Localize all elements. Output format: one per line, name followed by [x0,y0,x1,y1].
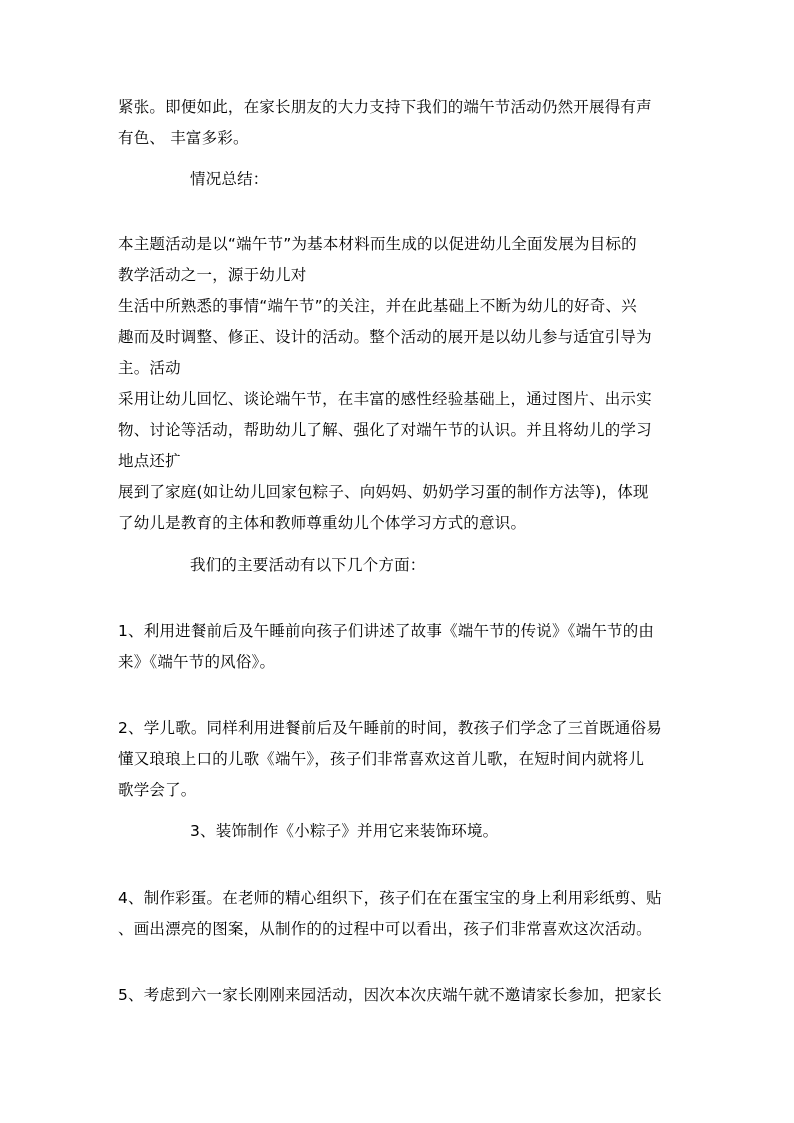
paragraph-line: 紧张。即便如此，在家长朋友的大力支持下我们的端午节活动仍然开展得有声 [118,98,652,116]
paragraph-line: 有色、 丰富多彩。 [118,129,249,147]
paragraph-line: 主。活动 [118,359,181,377]
paragraph-line: 地点还扩 [118,452,181,470]
paragraph-line: 了幼儿是教育的主体和教师尊重幼儿个体学习方式的意识。 [118,514,527,532]
list-item-line: 、画出漂亮的图案，从制作的的过程中可以看出，孩子们非常喜欢这次活动。 [118,920,652,938]
paragraph-line: 教学活动之一，源于幼儿对 [118,266,307,284]
list-item-line: 4、制作彩蛋。在老师的精心组织下，孩子们在在蛋宝宝的身上利用彩纸剪、贴 [118,889,662,907]
list-item-line: 懂又琅琅上口的儿歌《端午》，孩子们非常喜欢这首儿歌，在短时间内就将儿 [118,750,645,768]
section-heading: 我们的主要活动有以下几个方面： [190,556,426,574]
list-item-line: 1、利用进餐前后及午睡前向孩子们讲述了故事《端午节的传说》《端午节的由 [118,622,655,640]
list-item-line: 5、考虑到六一家长刚刚来园活动，因次本次庆端午就不邀请家长参加，把家长 [118,986,662,1004]
paragraph-line: 趣而及时调整、修正、设计的活动。整个活动的展开是以幼儿参与适宜引导为 [118,328,652,346]
paragraph-line: 物、讨论等活动，帮助幼儿了解、强化了对端午节的认识。并且将幼儿的学习 [118,421,652,439]
paragraph-line: 生活中所熟悉的事情“端午节”的关注，并在此基础上不断为幼儿的好奇、兴 [118,297,637,315]
paragraph-line: 采用让幼儿回忆、谈论端午节，在丰富的感性经验基础上，通过图片、出示实 [118,390,652,408]
paragraph-line: 本主题活动是以“端午节”为基本材料而生成的以促进幼儿全面发展为目标的 [118,235,637,253]
paragraph-line: 展到了家庭(如让幼儿回家包粽子、向妈妈、奶奶学习蛋的制作方法等)，体现 [118,483,649,501]
list-item-line: 歌学会了。 [118,781,197,799]
section-heading: 情况总结： [190,170,269,188]
list-item-line: 3、装饰制作《小粽子》并用它来装饰环境。 [190,822,499,840]
list-item-line: 来》《端午节的风俗》。 [118,653,276,671]
list-item-line: 2、学儿歌。同样利用进餐前后及午睡前的时间，教孩子们学念了三首既通俗易 [118,719,662,737]
